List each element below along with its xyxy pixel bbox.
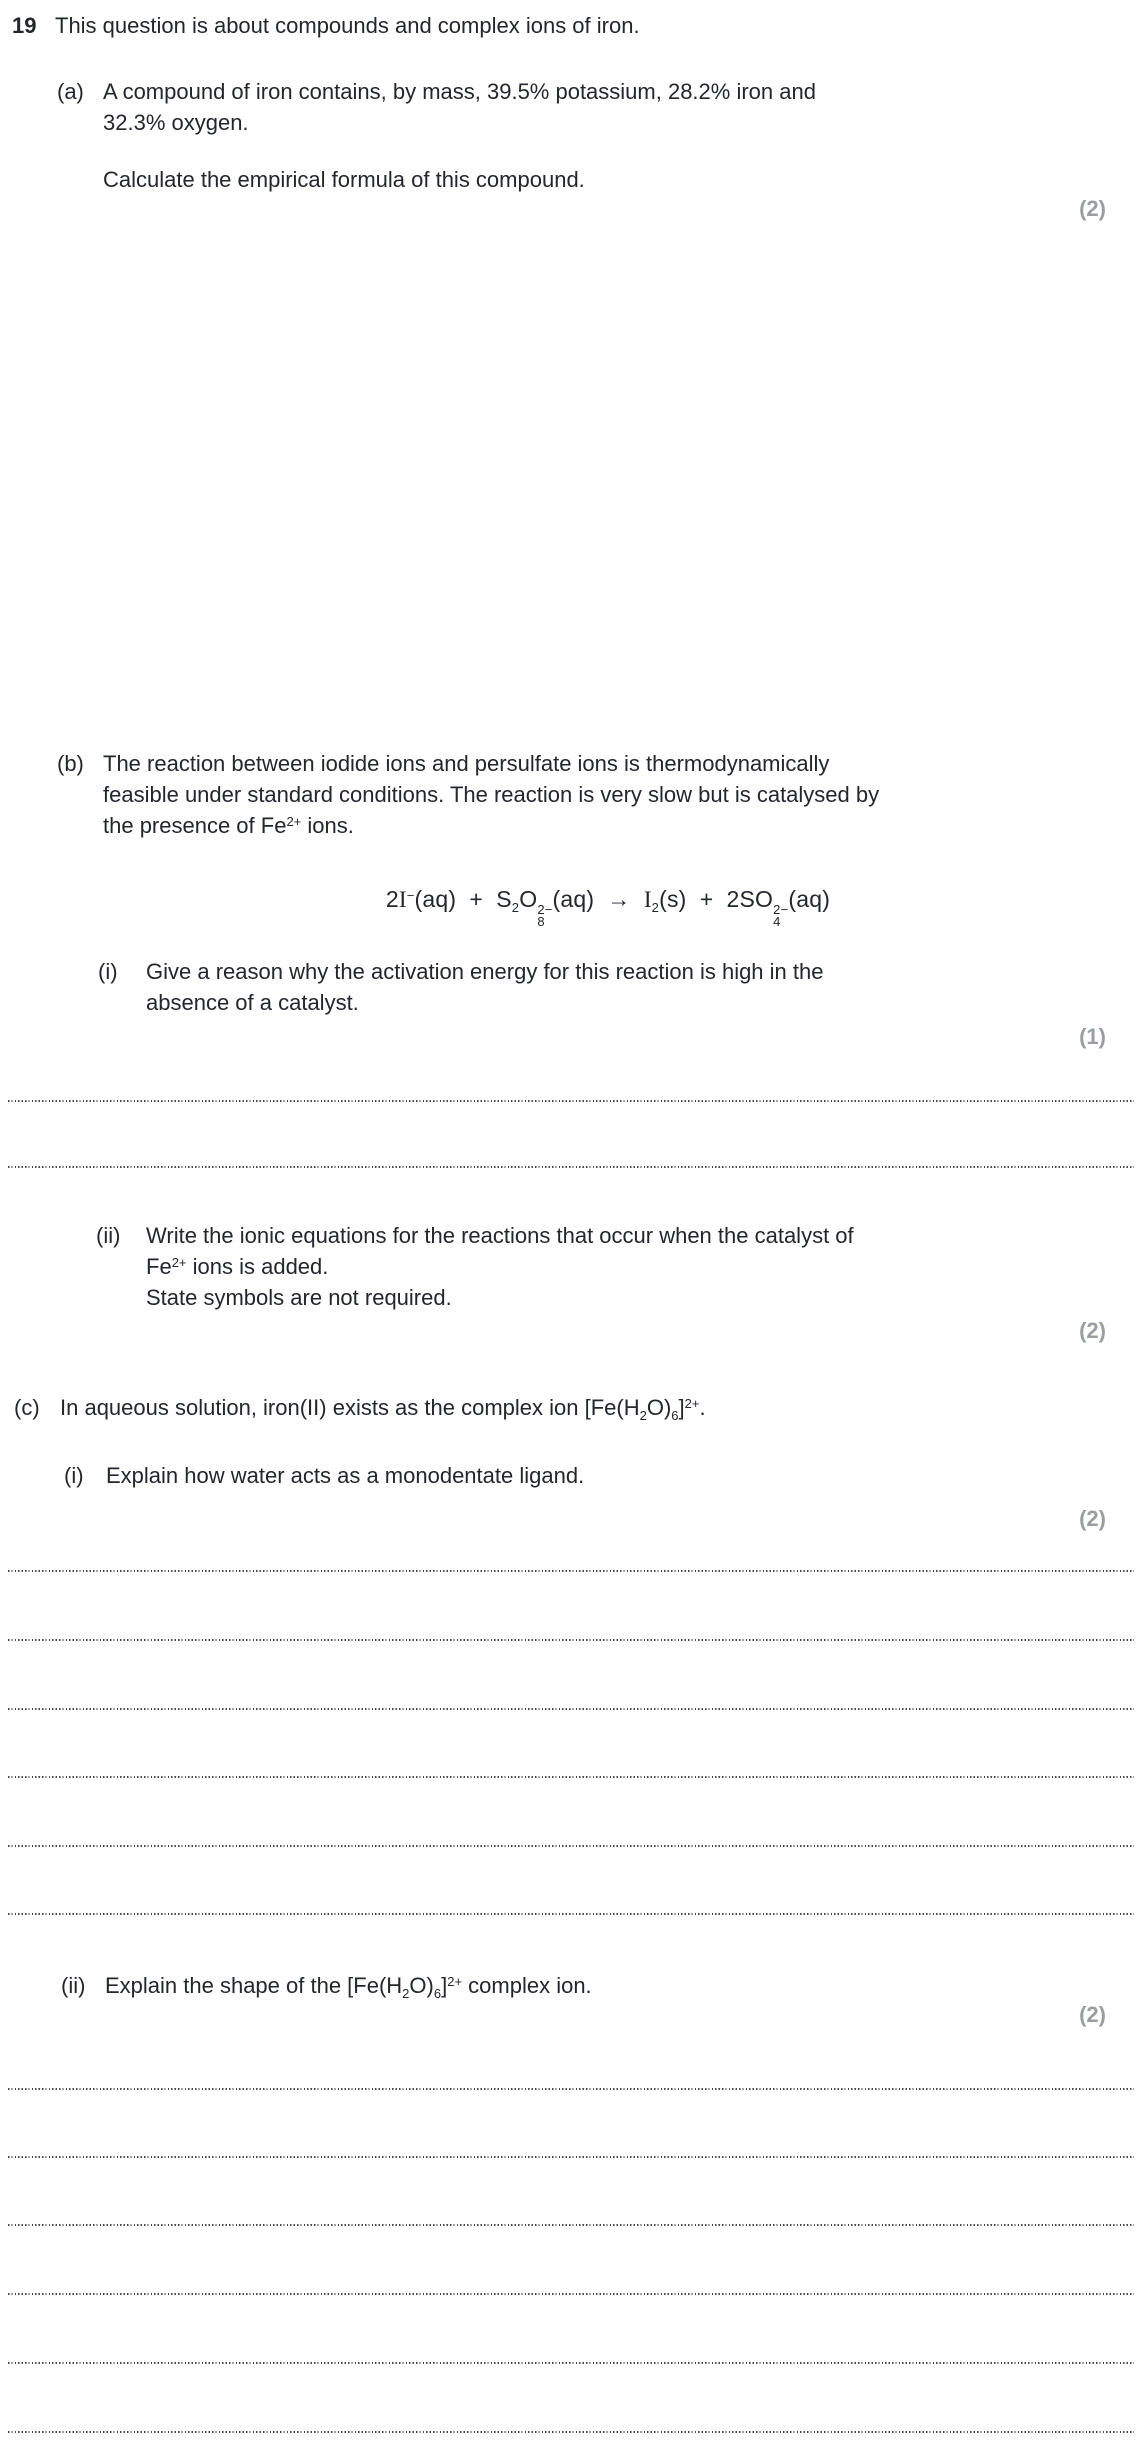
answer-line [8,2362,1134,2364]
part-c-i-marks: (2) [1079,1506,1106,1531]
part-c [14,1392,706,1423]
part-b-ii-line1: Write the ionic equations for the reactions that occur when the catalyst of [146,1223,854,1248]
part-c-label: (c) [14,1395,40,1420]
answer-line [8,1913,1134,1915]
part-c-intro: In aqueous solution, iron(II) exists as the complex ion $[Fe(H_2O)_6]^{2+}$. [60,1395,706,1423]
answer-line [8,1100,1134,1102]
part-b-i-marks: (1) [1079,1024,1106,1049]
part-b-line1: The reaction between iodide ions and persulfate ions is thermodynamically [103,751,830,776]
part-a-label: (a) [57,79,84,104]
part-a-prompt: Calculate the empirical formula of this compound. [103,167,585,192]
part-b-ii-label: (ii) [96,1223,121,1248]
answer-line [8,1166,1134,1168]
answer-line [8,2293,1134,2295]
part-b-i [98,956,823,1018]
part-c-ii-label: (ii) [61,1973,86,1998]
part-c-ii-marks: (2) [1079,2002,1106,2027]
question-intro: This question is about compounds and complex ions of iron. [55,13,640,38]
question-number: 19 [12,13,37,38]
chemical-equation: $2I^-(aq) + S_2O$ 2− 8 $(aq) \to I_2(s) + 2SO$ 2− 4 (aq) [385,886,831,929]
part-b-i-text [146,956,823,1018]
answer-line [8,1845,1134,1847]
answer-line [8,2431,1134,2433]
part-b-ii-line3: State symbols are not required. [146,1285,452,1310]
part-a-text [103,76,816,138]
answer-line [8,2156,1134,2158]
answer-line [8,1708,1134,1710]
part-b-line3: the presence of $Fe^{2+}$ ions. [103,813,354,838]
part-b-ii-text [146,1220,854,1313]
part-a-line2: 32.3% oxygen. [103,110,249,135]
part-c-i-prompt: Explain how water acts as a monodentate ligand. [106,1463,585,1488]
part-b-i-label: (i) [98,959,118,984]
answer-line [8,2088,1134,2090]
part-b-line2: feasible under standard conditions. The reaction is very slow but is catalysed by [103,782,880,807]
answer-line [8,1776,1134,1778]
answer-line [8,2224,1134,2226]
part-b-label: (b) [57,751,84,776]
part-b-ii [96,1220,854,1313]
answer-line [8,1570,1134,1572]
part-b-i-line1: Give a reason why the activation energy for this reaction is high in the [146,959,824,984]
part-b-ii-line2: $Fe^{2+}$ ions is added. [146,1254,329,1279]
part-b-i-line2: absence of a catalyst. [146,990,359,1015]
part-a-marks: (2) [1079,196,1106,221]
part-b-text [103,748,879,841]
part-b [57,748,879,841]
part-c-i-label: (i) [64,1463,84,1488]
part-a [57,76,816,138]
part-a-line1: A compound of iron contains, by mass, 39.5% potassium, 28.2% iron and [103,79,816,104]
part-c-ii [61,1970,592,2001]
part-b-ii-marks: (2) [1079,1318,1106,1343]
part-c-i [64,1460,584,1491]
part-c-ii-prompt: Explain the shape of the $[Fe(H_2O)_6]^{2+}$ complex ion. [105,1973,592,2001]
question-header [12,10,640,41]
answer-line [8,1639,1134,1641]
